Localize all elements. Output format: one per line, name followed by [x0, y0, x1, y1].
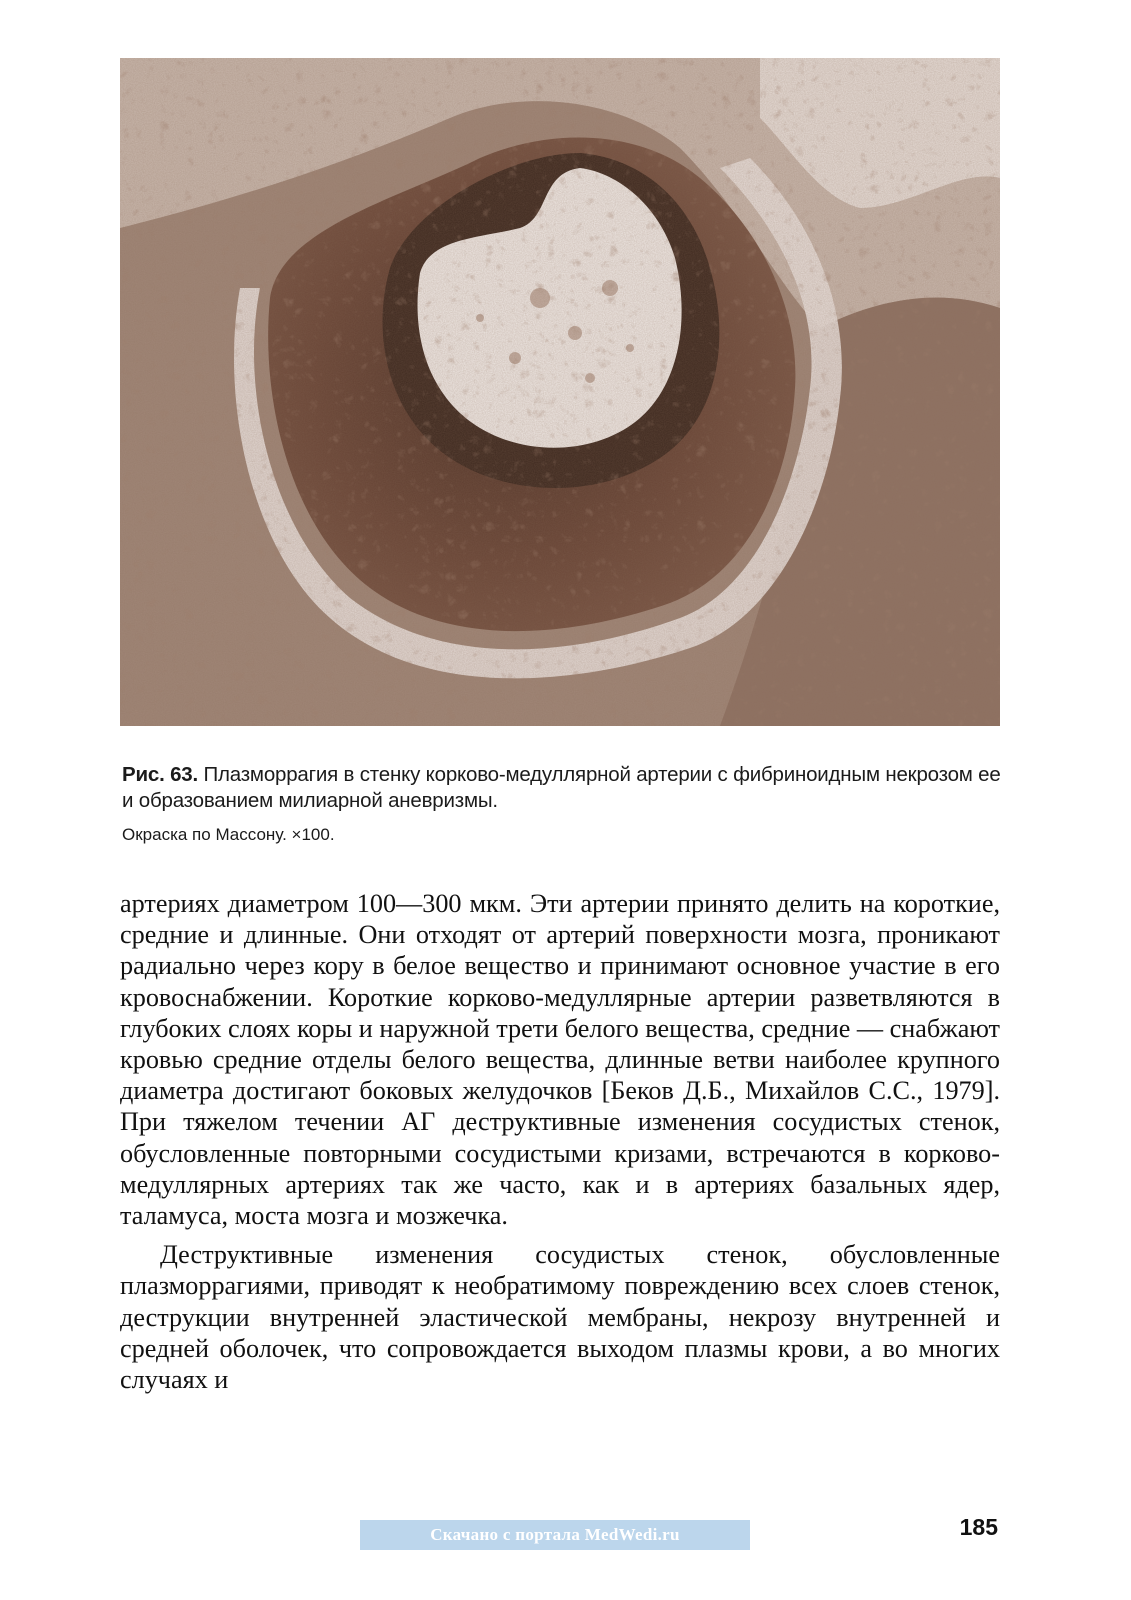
caption-description: Плазморрагия в стенку корково-медуллярной артерии с фибриноидным некрозом ее и образованием милиарной аневризмы.: [122, 763, 1001, 812]
body-text: [120, 888, 1000, 1395]
micrograph-figure: [120, 58, 1000, 726]
stain-note: Окраска по Массону. ×100.: [122, 825, 335, 844]
figure-label: Рис. 63.: [122, 763, 198, 786]
micrograph-image: [120, 58, 1000, 726]
page-number: 185: [959, 1514, 998, 1540]
paragraph: Деструктивные изменения сосудистых стенок, обусловленные плазморрагиями, приводят к необратимому повреждению всех слоев стенок, деструкции внутренней эластической мембраны, некрозу внутренней и средней оболочек, что сопровождается выходом плазмы крови, а во многих случаях и: [120, 1240, 1000, 1395]
watermark-banner: Скачано с портала MedWedi.ru: [360, 1520, 750, 1550]
paragraph: артериях диаметром 100—300 мкм. Эти артерии принято делить на короткие, средние и длинные. Они отходят от артерий поверхности мозга, проникают радиально через кору в белое вещество и принимают основное участие в его кровоснабжении. Короткие корково-медуллярные артерии разветвляются в глубоких слоях коры и наружной трети белого вещества, средние — снабжают кровью средние отделы белого вещества, длинные ветви наиболее крупного диаметра достигают боковых желудочков [Беков Д.Б., Михайлов С.С., 1979]. При тяжелом течении АГ деструктивные изменения сосудистых стенок, обусловленные повторными сосудистыми кризами, встречаются в корково-медуллярных артериях так же часто, как и в артериях базальных ядер, таламуса, моста мозга и мозжечка.: [120, 889, 1000, 1231]
caption-text: [122, 762, 1002, 814]
figure-caption: [122, 762, 1002, 846]
